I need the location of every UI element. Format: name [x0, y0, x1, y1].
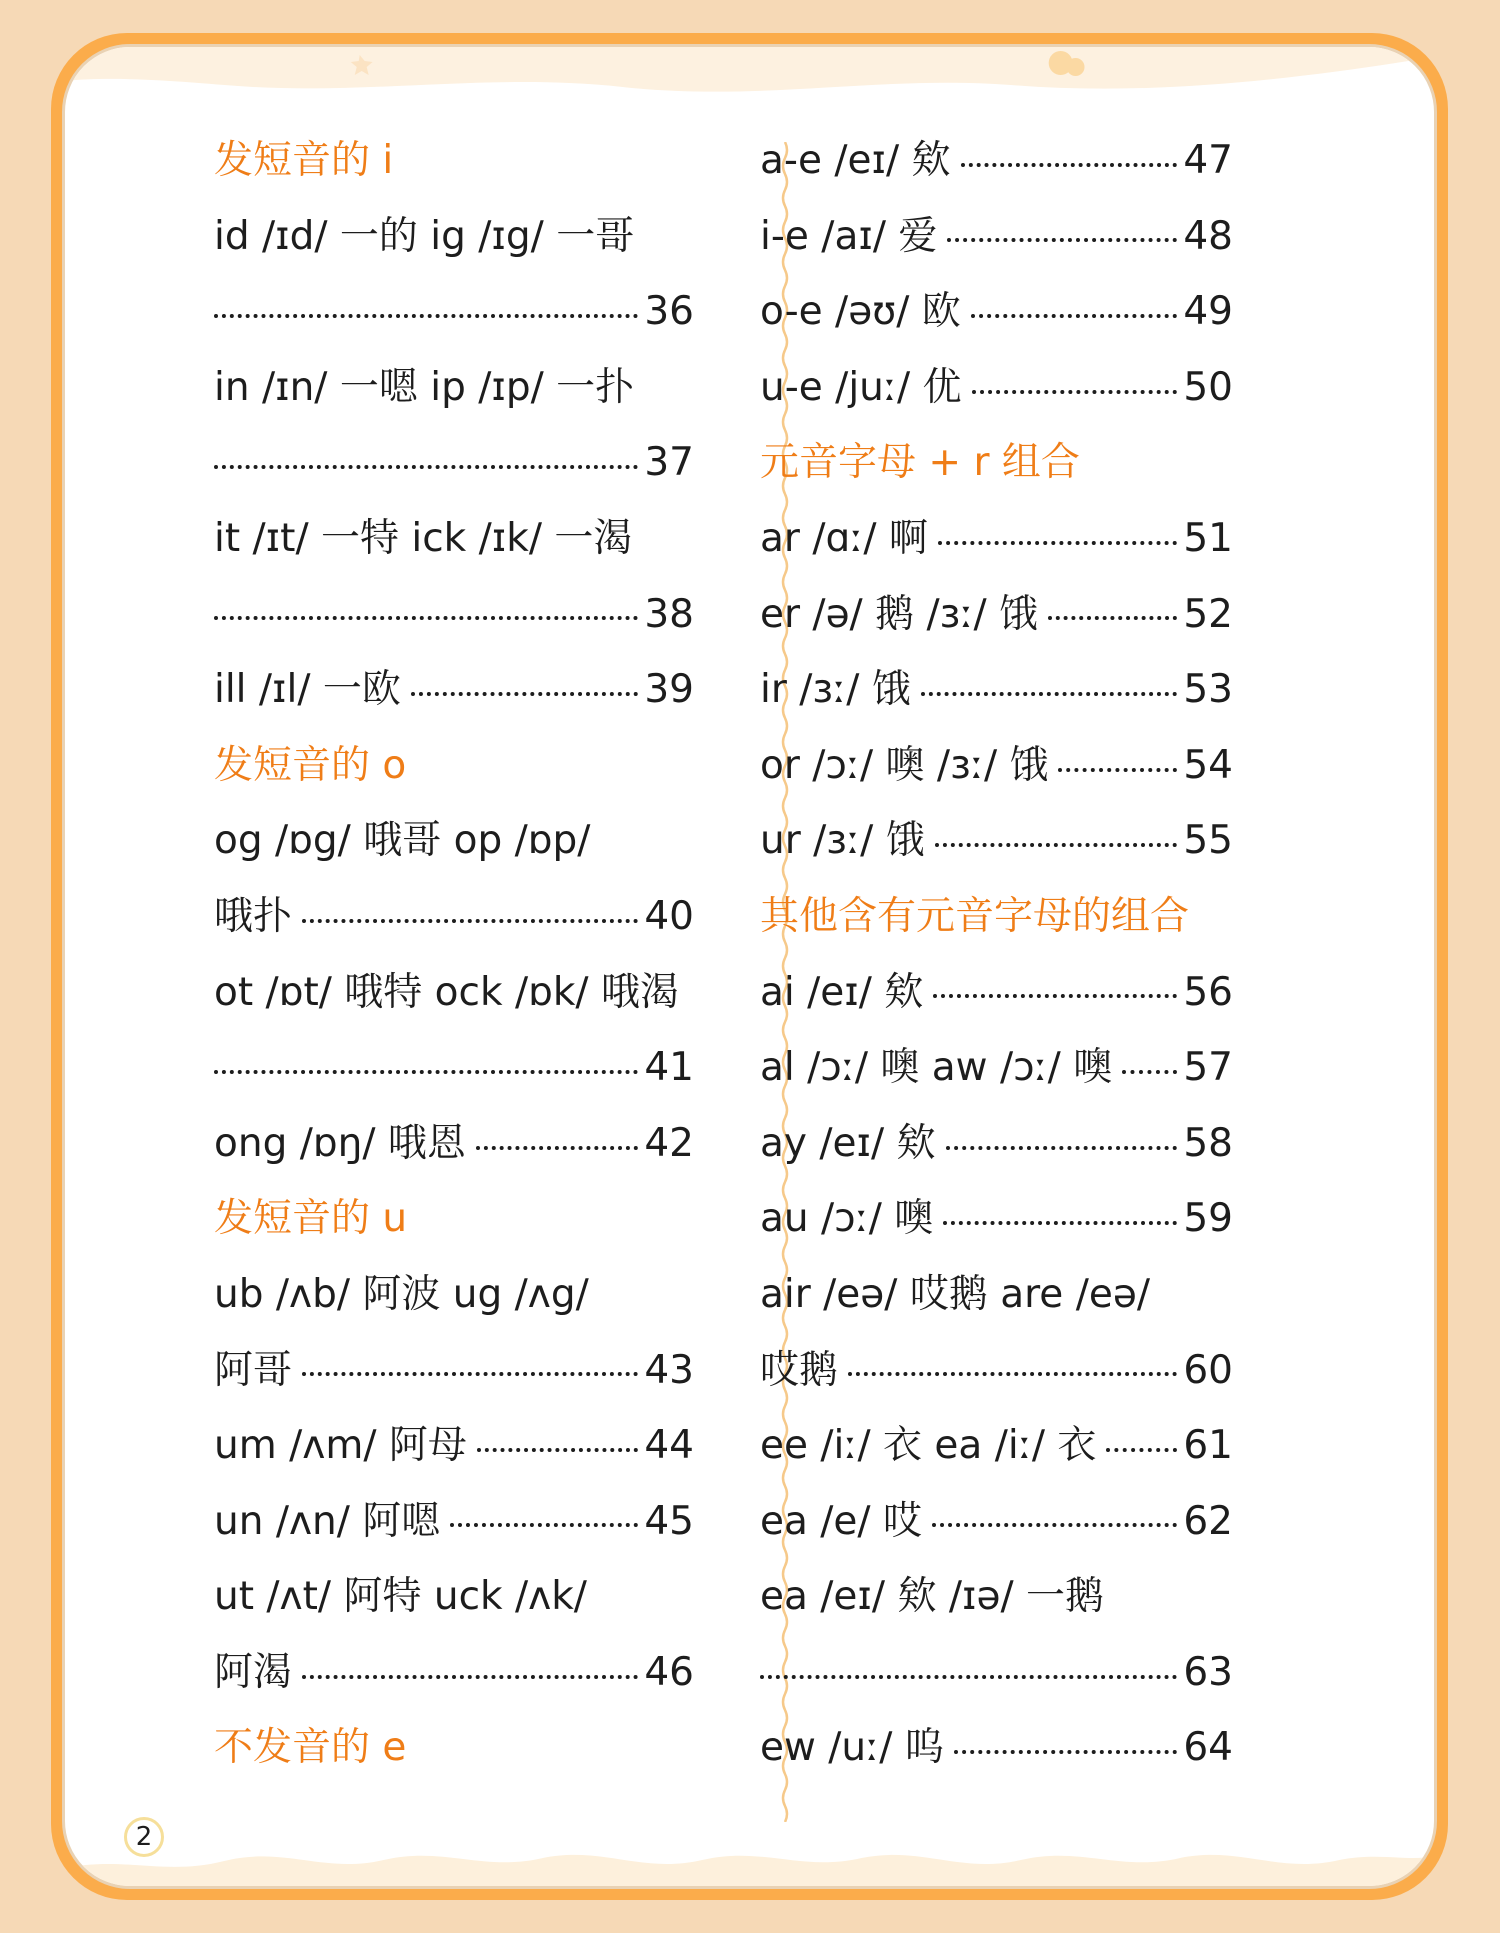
dot-leader [1058, 768, 1177, 772]
toc-entry[interactable] [760, 652, 1233, 728]
toc-page-number: 58 [1183, 1120, 1233, 1166]
toc-entry[interactable] [760, 1635, 1233, 1711]
toc-entry-text: 阿渴 [214, 1649, 293, 1695]
toc-page-number: 59 [1183, 1196, 1233, 1242]
toc-entry[interactable] [760, 350, 1233, 426]
toc-page-number: 47 [1183, 138, 1233, 183]
section-heading [214, 1181, 694, 1257]
toc-entry-text: au /ɔː/ 噢 [760, 1196, 934, 1242]
dot-leader [954, 1750, 1178, 1754]
dot-leader [943, 1221, 1177, 1225]
toc-page-number: 63 [1183, 1649, 1233, 1695]
toc-page-number: 39 [644, 667, 694, 713]
section-heading-text: 发短音的 i [214, 138, 394, 183]
toc-entry[interactable] [214, 1408, 694, 1484]
toc-entry-text: un /ʌn/ 阿嗯 [214, 1498, 441, 1544]
toc-entry[interactable] [760, 1333, 1233, 1409]
toc-page-number: 38 [644, 591, 694, 637]
toc-entry [214, 1559, 694, 1635]
section-heading [214, 728, 694, 804]
toc-entry[interactable] [760, 123, 1233, 199]
dot-leader [302, 1675, 638, 1679]
toc-entry-text: og /ɒg/ 哦哥 op /ɒp/ [214, 818, 591, 864]
toc-entry-text: air /eə/ 哎鹅 are /eə/ [760, 1271, 1150, 1317]
dot-leader [1122, 1070, 1177, 1074]
section-heading-text: 其他含有元音字母的组合 [760, 893, 1190, 939]
toc-entry[interactable] [760, 577, 1233, 653]
toc-entry-text: ai /eɪ/ 欸 [760, 969, 924, 1015]
toc-page-number: 57 [1183, 1045, 1233, 1091]
toc-page-number: 56 [1183, 969, 1233, 1015]
toc-entry-text: 哦扑 [214, 893, 293, 939]
bottom-wave-decoration [65, 1816, 1434, 1886]
toc-entry[interactable] [214, 1484, 694, 1560]
toc-entry[interactable] [214, 1635, 694, 1711]
toc-entry-text: ong /ɒŋ/ 哦恩 [214, 1120, 466, 1166]
toc-entry [214, 1257, 694, 1333]
toc-entry-text: ar /ɑː/ 啊 [760, 515, 928, 561]
toc-entry-text: u-e /juː/ 优 [760, 364, 962, 410]
toc-page-number: 51 [1183, 515, 1233, 561]
toc-entry-text: ew /uː/ 呜 [760, 1725, 944, 1771]
toc-page-number: 48 [1183, 213, 1233, 259]
toc-entry [214, 955, 694, 1031]
dot-leader [477, 1448, 639, 1452]
toc-entry-text: 哎鹅 [760, 1347, 839, 1393]
section-heading-text: 发短音的 u [214, 1196, 408, 1242]
toc-entry[interactable] [760, 274, 1233, 350]
toc-right-column [760, 123, 1233, 1786]
toc-page-number: 46 [644, 1649, 694, 1695]
top-wave-decoration [65, 47, 1434, 107]
section-heading [760, 879, 1233, 955]
dot-leader [961, 163, 1178, 167]
dot-leader [932, 1523, 1177, 1527]
dot-leader [971, 314, 1178, 318]
toc-page-number: 44 [644, 1423, 694, 1469]
toc-entry [214, 803, 694, 879]
dot-leader [972, 390, 1178, 394]
toc-page-number: 43 [644, 1347, 694, 1393]
toc-page-number: 62 [1183, 1498, 1233, 1544]
dot-leader [302, 919, 638, 923]
toc-entry-text: 阿哥 [214, 1347, 293, 1393]
dot-leader [938, 541, 1177, 545]
toc-entry[interactable] [760, 1106, 1233, 1182]
page-number: 2 [124, 1817, 164, 1857]
toc-entry[interactable] [760, 803, 1233, 879]
toc-entry[interactable] [760, 1408, 1233, 1484]
toc-page-number: 36 [644, 289, 694, 335]
toc-entry-text: ay /eɪ/ 欸 [760, 1120, 936, 1166]
toc-entry[interactable] [214, 1030, 694, 1106]
toc-page-number: 42 [644, 1120, 694, 1166]
dot-leader [214, 616, 638, 620]
toc-entry[interactable] [214, 1106, 694, 1182]
toc-entry[interactable] [760, 199, 1233, 275]
dot-leader [935, 843, 1178, 847]
dot-leader [946, 1146, 1178, 1150]
toc-entry[interactable] [760, 1710, 1233, 1786]
dot-leader [214, 1070, 638, 1074]
toc-entry-text: i-e /aɪ/ 爱 [760, 213, 938, 259]
toc-entry-text: o-e /əʊ/ 欧 [760, 289, 961, 335]
toc-entry[interactable] [214, 577, 694, 653]
toc-entry[interactable] [214, 274, 694, 350]
toc-entry[interactable] [760, 728, 1233, 804]
toc-entry [760, 1559, 1233, 1635]
toc-page-number: 45 [644, 1498, 694, 1544]
section-heading-text: 元音字母 + r 组合 [760, 440, 1080, 486]
toc-left-column [214, 123, 694, 1786]
toc-page-number: 40 [644, 893, 694, 939]
dot-leader [214, 314, 638, 318]
toc-page-number: 53 [1183, 667, 1233, 713]
toc-entry-text: ill /ɪl/ 一欧 [214, 667, 401, 713]
toc-entry[interactable] [760, 1181, 1233, 1257]
dot-leader [921, 692, 1178, 696]
toc-entry [214, 199, 694, 275]
toc-page-number: 64 [1183, 1725, 1233, 1771]
toc-entry[interactable] [214, 1333, 694, 1409]
dot-leader [760, 1675, 1177, 1679]
toc-entry-text: ut /ʌt/ 阿特 uck /ʌk/ [214, 1574, 587, 1620]
toc-entry[interactable] [214, 425, 694, 501]
toc-page-number: 52 [1183, 591, 1233, 637]
section-heading-text: 发短音的 o [214, 742, 407, 788]
dot-leader [411, 692, 638, 696]
dot-leader [214, 465, 638, 469]
toc-entry-text: ea /eɪ/ 欸 /ɪə/ 一鹅 [760, 1574, 1105, 1620]
toc-entry[interactable] [760, 1484, 1233, 1560]
toc-entry-text: al /ɔː/ 噢 aw /ɔː/ 噢 [760, 1045, 1113, 1091]
toc-entry-text: id /ɪd/ 一的 ig /ɪg/ 一哥 [214, 213, 635, 259]
section-heading [214, 1710, 694, 1786]
dot-leader [450, 1523, 638, 1527]
toc-page-number: 55 [1183, 818, 1233, 864]
toc-page-number: 37 [644, 440, 694, 486]
toc-entry-text: ea /e/ 哎 [760, 1498, 922, 1544]
toc-entry[interactable] [760, 955, 1233, 1031]
toc-entry-text: er /ə/ 鹅 /ɜː/ 饿 [760, 591, 1039, 637]
toc-page-number: 50 [1183, 364, 1233, 410]
dot-leader [1106, 1448, 1177, 1452]
dot-leader [302, 1372, 638, 1376]
section-heading-text: 不发音的 e [214, 1725, 407, 1771]
toc-page-number: 60 [1183, 1347, 1233, 1393]
toc-page-number: 61 [1183, 1423, 1233, 1469]
toc-entry [214, 350, 694, 426]
toc-entry[interactable] [214, 652, 694, 728]
toc-entry[interactable] [214, 879, 694, 955]
toc-entry-text: um /ʌm/ 阿母 [214, 1423, 467, 1469]
toc-entry [214, 501, 694, 577]
toc-entry [760, 1257, 1233, 1333]
toc-page-number: 49 [1183, 289, 1233, 335]
toc-entry-text: ir /ɜː/ 饿 [760, 667, 911, 713]
dot-leader [476, 1146, 638, 1150]
toc-entry-text: or /ɔː/ 噢 /ɜː/ 饿 [760, 742, 1049, 788]
toc-entry[interactable] [760, 1030, 1233, 1106]
toc-page-number: 41 [644, 1045, 694, 1091]
dot-leader [1048, 616, 1177, 620]
dot-leader [848, 1372, 1177, 1376]
toc-entry-text: ee /iː/ 衣 ea /iː/ 衣 [760, 1423, 1097, 1469]
dot-leader [933, 994, 1177, 998]
toc-entry-text: ub /ʌb/ 阿波 ug /ʌg/ [214, 1271, 589, 1317]
toc-entry-text: ot /ɒt/ 哦特 ock /ɒk/ 哦渴 [214, 969, 679, 1015]
toc-entry-text: ur /ɜː/ 饿 [760, 818, 925, 864]
toc-entry-text: it /ɪt/ 一特 ick /ɪk/ 一渴 [214, 515, 633, 561]
toc-entry[interactable] [760, 501, 1233, 577]
dot-leader [947, 238, 1177, 242]
toc-page-number: 54 [1183, 742, 1233, 788]
section-heading [760, 425, 1233, 501]
toc-entry-text: a-e /eɪ/ 欸 [760, 138, 951, 183]
toc-entry-text: in /ɪn/ 一嗯 ip /ɪp/ 一扑 [214, 364, 635, 410]
section-heading [214, 123, 694, 199]
